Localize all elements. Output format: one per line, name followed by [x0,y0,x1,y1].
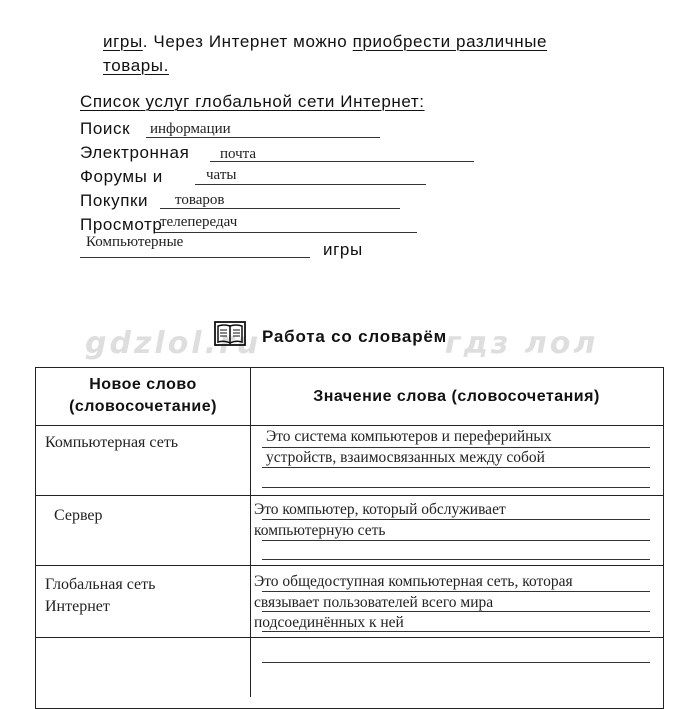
table-row-divider-1 [35,495,664,496]
table-row-2-word: Сервер [54,507,103,524]
intro-text: . Через Интернет можно [142,32,353,51]
service-answer-games: Компьютерные [86,234,184,250]
service-label-games: игры [323,240,363,259]
service-label-viewing: Просмотр [80,215,163,234]
book-icon [214,321,246,347]
intro-word-games: игры [103,32,143,51]
watermark-right: гдз лол [445,326,599,361]
intro-line-1 [103,32,547,52]
service-label-email: Электронная [80,143,190,162]
column-header-word-line1: Новое слово [89,376,197,393]
dictionary-title: Работа со словарём [262,327,448,346]
service-label-search: Поиск [80,119,131,138]
table-row-divider-3 [35,637,664,638]
table-row-1-word: Компьютерная сеть [45,434,179,451]
intro-acquire: приобрести различные [352,32,548,51]
intro-line-2: товары. [103,56,169,75]
table-row-1-meaning-line1: Это система компьютеров и переферийных [266,428,552,445]
table-row-divider-2 [35,565,664,566]
row-2-line-2 [262,540,650,541]
table-row-3-word-line2: Интернет [45,598,110,615]
table-row-3-meaning-line3: подсоединённых к ней [254,614,404,631]
table-row-3-word-line1: Глобальная сеть [45,576,156,593]
row-1-line-2 [262,467,650,468]
service-answer-forums: чаты [206,167,237,183]
answer-line-forums [195,184,426,185]
answer-line-viewing [155,232,417,233]
table-row-3-meaning-line1: Это общедоступная компьютерная сеть, которая [254,573,573,590]
service-label-forums: Форумы и [80,167,163,186]
column-header-word-line2: (словосочетание) [69,398,217,415]
service-answer-viewing: телепередач [160,214,238,230]
column-header-word [36,374,250,418]
table-column-divider [250,367,251,697]
row-4-line-1 [262,662,650,663]
service-answer-shopping: товаров [175,192,225,208]
service-answer-email: почта [220,146,257,162]
services-heading: Список услуг глобальной сети Интернет: [80,92,425,111]
answer-line-search [146,137,380,138]
table-row-2-meaning-line2: компьютерную сеть [254,522,386,539]
row-1-line-3 [262,487,650,488]
table-row-1-meaning-line2: устройств, взаимосвязанных между собой [266,449,545,466]
watermark-left: gdzlol.ru [85,326,262,361]
service-label-shopping: Покупки [80,191,149,210]
answer-line-shopping [160,208,400,209]
answer-line-games [80,257,310,258]
table-row-2-meaning-line1: Это компьютер, который обслуживает [254,501,506,518]
service-answer-search: информации [150,121,231,137]
column-header-meaning: Значение слова (словосочетания) [313,388,600,405]
answer-line-email [210,161,474,162]
row-3-line-3 [262,631,650,632]
table-row-3-meaning-line2: связывает пользователей всего мира [254,594,494,611]
row-2-line-3 [262,559,650,560]
